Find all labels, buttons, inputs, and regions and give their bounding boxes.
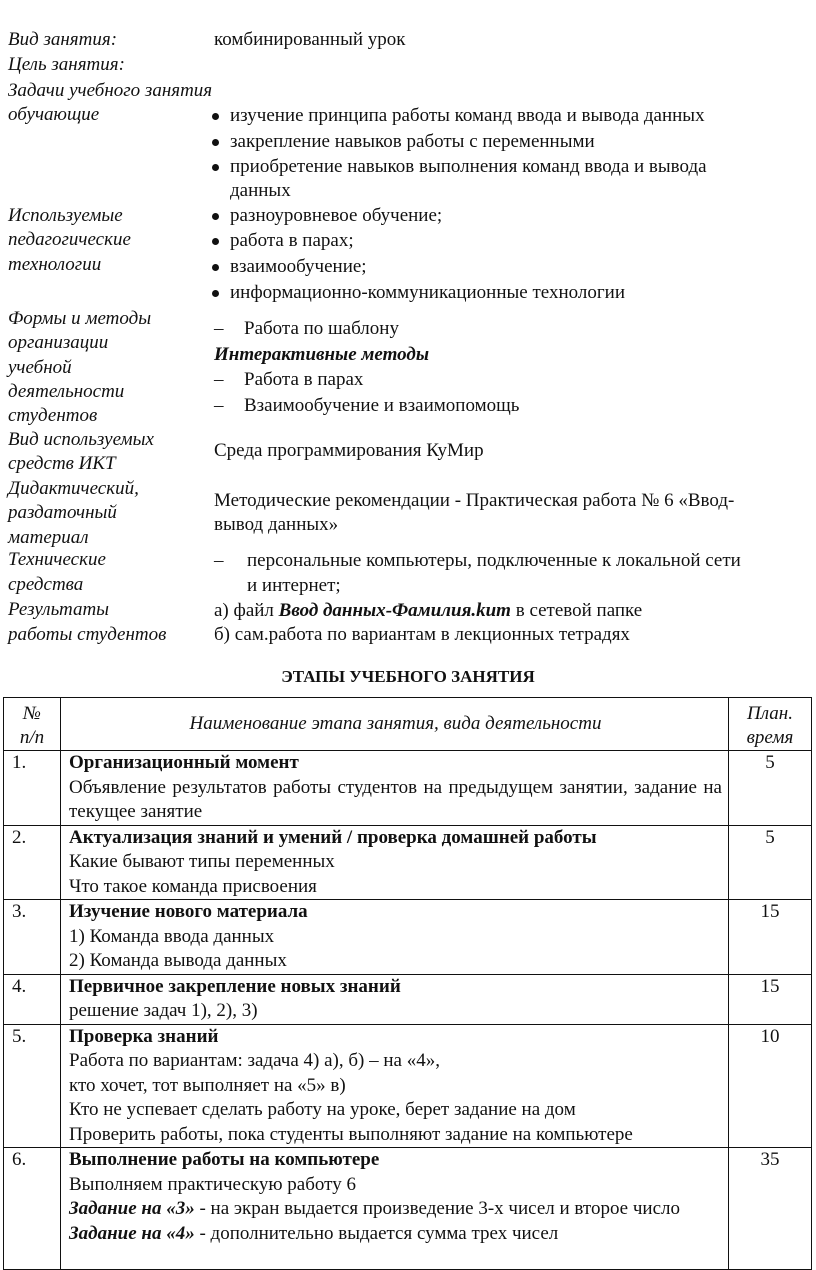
table-row [4,900,812,975]
row-title: Изучение нового материала [69,901,308,922]
tech-item-1: разноуровневое обучение; [230,205,443,226]
forms-label-2: организации [8,332,109,353]
row-content [61,751,729,826]
task-3-text: - на экран выдается произведение 3-х чисел и второе число [194,1198,681,1219]
lesson-type-value: комбинированный урок [214,29,406,50]
results-label-2: работы студентов [8,624,167,645]
stages-table [3,697,812,1270]
row-time: 15 [729,900,812,975]
tech-item-3: взаимообучение; [230,256,367,277]
task-4-label: Задание на «4» [69,1222,195,1244]
row-content [61,825,729,900]
row-num: 6. [4,1148,61,1270]
results-item-b: б) сам.работа по вариантам в лекционных тетрадях [214,624,630,645]
bullet-icon [212,139,219,146]
tech-label-1: Используемые [8,205,123,226]
results-item-a [214,601,642,620]
forms-item-1: Работа по шаблону [244,318,399,339]
row-time: 5 [729,751,812,826]
row-line: 2) Команда вывода данных [69,950,287,971]
dash-icon: – [214,318,224,339]
technical-label-2: средства [8,574,84,595]
forms-label-4: деятельности [8,381,125,402]
technical-value-1: персональные компьютеры, подключенные к локальной сети [247,550,741,571]
tech-item-2: работа в парах; [230,230,354,251]
row-content [61,974,729,1024]
dash-icon: – [214,550,224,571]
row-time: 5 [729,825,812,900]
row-content [61,1024,729,1148]
task-3-label: Задание на «3» [69,1198,195,1219]
teaching-label: обучающие [8,104,100,125]
row-line: решение задач 1), 2), 3) [69,1000,258,1021]
results-a-suffix: в сетевой папке [510,600,643,621]
technical-label-1: Технические [8,549,106,570]
didactic-value-1: Методические рекомендации - Практическая работа № 6 «Ввод- [214,490,735,511]
row-line: кто хочет, тот выполняет на «5» в) [69,1074,346,1096]
row-line: Какие бывают типы переменных [69,851,335,872]
row-num: 5. [4,1024,61,1148]
results-a-filename: Ввод данных-Фамилия.kum [278,600,511,621]
tech-label-3: технологии [8,254,102,275]
stages-title: ЭТАПЫ УЧЕБНОГО ЗАНЯТИЯ [281,667,535,686]
table-row [4,751,812,826]
col-time-header [729,698,812,751]
goal-label: Цель занятия: [8,54,125,75]
tech-item-4: информационно-коммуникационные технологии [230,282,625,303]
row-line: Что такое команда присвоения [69,875,317,897]
row-time: 10 [729,1024,812,1148]
teaching-item-2: закрепление навыков работы с переменными [230,131,595,152]
row-line: Объявление результатов работы студентов на предыдущем занятии, задание на текущее занятие [69,776,722,822]
row-line: 1) Команда ввода данных [69,925,275,947]
col-name-header: Наименование этапа занятия, вида деятельности [61,698,729,751]
forms-label-3: учебной [8,357,72,378]
bullet-icon [212,213,219,220]
row-num: 3. [4,900,61,975]
didactic-label-3: материал [8,527,89,548]
row-title: Первичное закрепление новых знаний [69,975,401,997]
row-time: 15 [729,974,812,1024]
results-label-1: Результаты [8,599,110,620]
row-title: Выполнение работы на компьютере [69,1149,380,1170]
technical-value-2: и интернет; [247,575,341,596]
row-title: Организационный момент [69,752,299,773]
col-num-header-line1: № [23,703,41,724]
ict-label-1: Вид используемых [8,429,154,450]
row-line: Кто не успевает сделать работу на уроке, берет задание на дом [69,1099,576,1120]
forms-label-1: Формы и методы [8,308,152,329]
forms-item-2: Работа в парах [244,369,364,390]
row-time: 35 [729,1148,812,1270]
bullet-icon [212,290,219,297]
bullet-icon [212,164,219,171]
row-line: Работа по вариантам: задача 4) а), б) – на «4», [69,1050,440,1071]
interactive-heading: Интерактивные методы [214,344,430,365]
col-num-header [4,698,61,751]
bullet-icon [212,238,219,245]
table-header-row [4,698,812,751]
row-task-3 [69,1197,722,1222]
table-row [4,1148,812,1270]
didactic-label-1: Дидактический, [8,478,139,499]
row-content [61,900,729,975]
col-time-header-line1: План. [747,703,793,724]
task-4-text: - дополнительно выдается сумма трех чисел [194,1222,559,1244]
row-line: Проверить работы, пока студенты выполняют задание на компьютере [69,1123,633,1145]
col-num-header-line2: п/п [19,727,45,748]
ict-value: Среда программирования КуМир [214,440,484,461]
row-title: Актуализация знаний и умений / проверка домашней работы [69,826,597,848]
teaching-item-1: изучение принципа работы команд ввода и вывода данных [230,105,705,126]
row-line: Выполняем практическую работу 6 [69,1173,356,1195]
forms-item-3: Взаимообучение и взаимопомощь [244,395,520,416]
table-row [4,1024,812,1148]
row-num: 2. [4,825,61,900]
bullet-icon [212,113,219,120]
bullet-icon [212,264,219,271]
row-num: 4. [4,974,61,1024]
results-a-prefix: а) файл [214,600,279,621]
dash-icon: – [214,369,224,390]
lesson-type-label: Вид занятия: [8,29,118,50]
teaching-item-3-cont: данных [230,180,291,201]
row-content [61,1148,729,1270]
teaching-item-3: приобретение навыков выполнения команд ввода и вывода [230,156,707,177]
didactic-value-2: вывод данных» [214,514,339,535]
row-task-4 [69,1222,722,1247]
ict-label-2: средств ИКТ [8,453,116,474]
row-num: 1. [4,751,61,826]
tasks-label: Задачи учебного занятия [8,80,213,101]
row-title: Проверка знаний [69,1025,219,1047]
forms-label-5: студентов [8,405,98,426]
dash-icon: – [214,395,224,416]
tech-label-2: педагогические [8,229,131,250]
table-row [4,825,812,900]
col-time-header-line2: время [746,727,794,748]
table-row [4,974,812,1024]
didactic-label-2: раздаточный [8,502,117,523]
